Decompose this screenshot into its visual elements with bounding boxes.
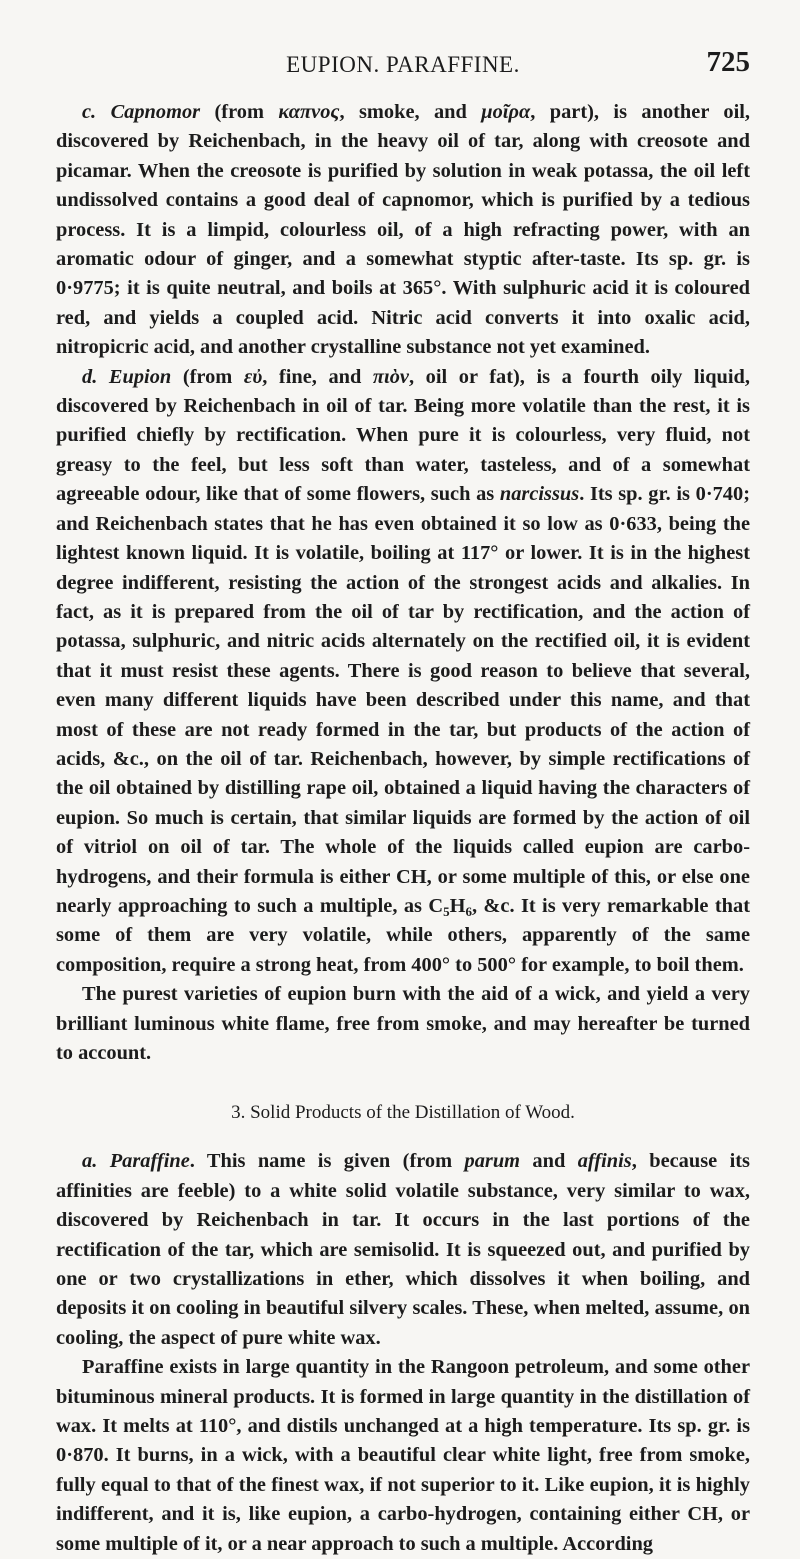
greek-word: μοῖρα (481, 101, 531, 123)
item-marker: d. (82, 365, 98, 388)
paragraph-capnomor (56, 98, 750, 363)
latin-word: affinis (577, 1150, 632, 1173)
paragraph-eupion (56, 363, 750, 981)
item-marker: c. (82, 101, 97, 123)
term-capnomor: Capnomor (110, 101, 201, 123)
page-number: 725 (706, 46, 750, 78)
paragraph-purest-eupion: The purest varieties of eupion burn with the aid of a wick, and yield a very brilliant luminous white flame, free from smoke, and may hereafter be turned to account. (56, 983, 750, 1064)
paragraph-paraffine (56, 1147, 750, 1353)
term-paraffine: Paraffine (109, 1150, 190, 1173)
text-run: , oil or fat), is a fourth oily liquid, discovered by Reichenbach in oil of tar. Being more volatile than the rest, it is purified chiefly by rectification. When pure it is colourless, very fluid, not greasy to the feel, but less soft than water, tasteless, and of a somewhat agreeable odour, like that of some flowers, such as (56, 365, 750, 506)
term-eupion: Eupion (108, 365, 172, 388)
item-marker: a. (82, 1150, 98, 1173)
text-run: , fine, and (262, 365, 373, 388)
text-run: , part), is another oil, discovered by Reichenbach, in the heavy oil of tar, along with creosote and picamar. When the creosote is purified by solution in weak potassa, the oil left undissolved contains a good deal of capnomor, which is purified by a tedious process. It is a limpid, colourless oil, of a high refracting power, with an aromatic odour of ginger, and a somewhat styptic after-taste. Its sp. gr. is 0·9775; it is quite neutral, and boils at 365°. With sulphuric acid it is coloured red, and yields a coupled acid. Nitric acid converts it into oxalic acid, nitropicric acid, and another crystalline substance not yet examined. (56, 101, 751, 359)
section-heading: 3. Solid Products of the Distillation of Wood. (231, 1102, 575, 1124)
running-head: EUPION. PARAFFINE. (286, 52, 520, 77)
text-run: and (520, 1150, 578, 1173)
greek-word: εὐ (243, 365, 263, 388)
text-run: (from (171, 365, 244, 388)
text-run: . This name is given (from (189, 1150, 465, 1173)
text-run: H (449, 894, 466, 917)
text-run: . Its sp. gr. is 0·740; and Reichenbach states that he has even obtained it so low as 0·633, being the lightest known liquid. It is volatile, boiling at 117° or lower. It is in the highest degree indifferent, resisting the action of the strongest acids and alkalies. In fact, as it is prepared from the oil of tar by rectification, and the action of potassa, sulphuric, and nitric acids alternately on the rectified oil, it is evident that it must resist these agents. There is good reason to believe that several, even many different liquids have been described under this name, and that most of these are not ready formed in the tar, but products of the action of acids, &c., on the oil of tar. Reichenbach, however, by simple rectifications of the oil obtained by distilling rape oil, obtained a liquid having the characters of eupion. So much is certain, that similar liquids are formed by the action of oil of vitriol on oil of tar. The whole of the liquids called eupion are carbo-hydrogens, and their formula is either CH, or some multiple of this, or else one nearly approaching to such a multiple, as C (56, 483, 750, 917)
latin-word: parum (464, 1150, 521, 1173)
greek-word: καπνος (278, 101, 340, 123)
text-run: , because its affinities are feeble) to a white solid volatile substance, very similar to wax, discovered by Reichenbach in tar. It occurs in the last portions of the rectification of the tar, which are semisolid. It is squeezed out, and purified by one or two crystallizations in ether, which dissolves it when boiling, and deposits it on cooling in beautiful silvery scales. These, when melted, assume, on cooling, the aspect of pure white wax. (56, 1150, 750, 1349)
subscript: 6 (465, 903, 472, 919)
body-text (56, 98, 750, 1559)
text-run: , smoke, and (339, 101, 482, 123)
page-header (56, 0, 750, 98)
text-run: (from (200, 101, 279, 123)
paragraph-rangoon: Paraffine exists in large quantity in the Rangoon petroleum, and some other bituminous mineral products. It is formed in large quantity in the distillation of wax. It melts at 110°, and distils unchanged at a high temperature. Its sp. gr. is 0·870. It burns, in a wick, with a beautiful clear white light, free from smoke, fully equal to that of the finest wax, if not superior to it. Like eupion, it is highly indifferent, and it is, like eupion, a carbo-hydrogen, containing either CH, or some multiple of it, or a near approach to such a multiple. According (56, 1356, 750, 1555)
text-run: , &c. It is very remarkable that some of them are very volatile, while others, apparently of the same composition, require a strong heat, from 400° to 500° for example, to boil them. (56, 894, 750, 976)
greek-word: πιὸν (372, 365, 409, 388)
subscript: 5 (443, 903, 450, 919)
latin-word: narcissus (499, 483, 580, 506)
